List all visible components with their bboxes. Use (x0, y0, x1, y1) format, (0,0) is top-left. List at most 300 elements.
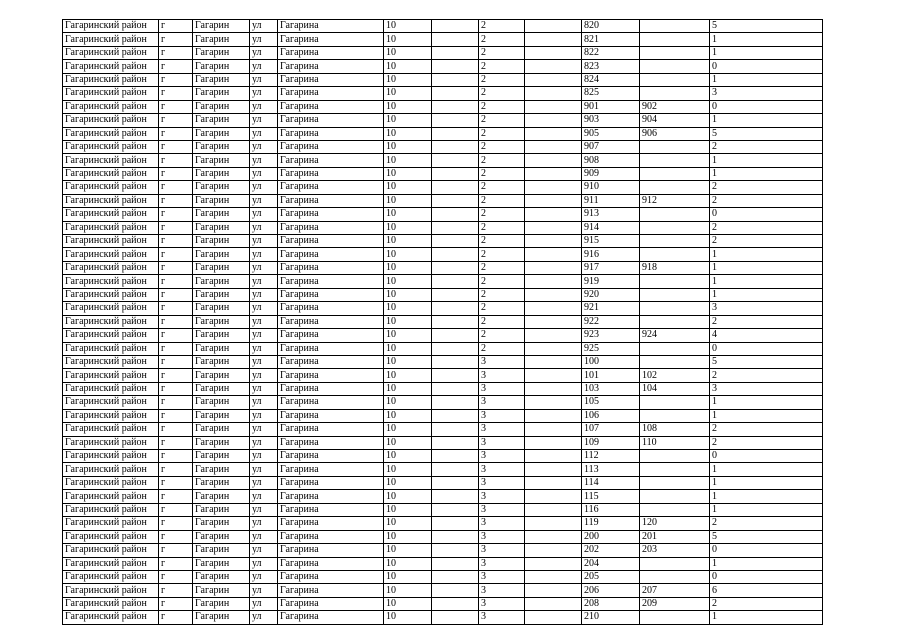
cell-blank (525, 369, 582, 382)
cell-apartment-extra: 120 (640, 517, 710, 530)
cell-building (432, 100, 479, 113)
cell-section: 2 (479, 100, 525, 113)
table-row (63, 463, 823, 476)
cell-street-type: ул (250, 530, 278, 543)
cell-district: Гагаринский район (63, 409, 159, 422)
cell-street: Гагарина (278, 329, 384, 342)
cell-settlement-type: г (159, 154, 193, 167)
cell-blank (525, 396, 582, 409)
cell-district: Гагаринский район (63, 275, 159, 288)
cell-house: 10 (384, 490, 432, 503)
cell-house: 10 (384, 288, 432, 301)
cell-apartment: 115 (582, 490, 640, 503)
cell-blank (525, 100, 582, 113)
cell-blank (525, 544, 582, 557)
cell-building (432, 181, 479, 194)
cell-street: Гагарина (278, 342, 384, 355)
cell-blank (525, 342, 582, 355)
cell-building (432, 517, 479, 530)
cell-apartment-extra: 110 (640, 436, 710, 449)
cell-section: 2 (479, 248, 525, 261)
cell-house: 10 (384, 194, 432, 207)
cell-building (432, 355, 479, 368)
cell-settlement: Гагарин (193, 154, 250, 167)
cell-settlement-type: г (159, 463, 193, 476)
cell-apartment-extra: 209 (640, 597, 710, 610)
cell-blank (525, 450, 582, 463)
cell-apartment-extra (640, 557, 710, 570)
table-row (63, 100, 823, 113)
cell-street-type: ул (250, 396, 278, 409)
cell-settlement: Гагарин (193, 208, 250, 221)
cell-apartment-extra: 102 (640, 369, 710, 382)
table-row (63, 20, 823, 33)
table-row (63, 194, 823, 207)
cell-apartment-extra (640, 476, 710, 489)
cell-district: Гагаринский район (63, 114, 159, 127)
cell-building (432, 20, 479, 33)
cell-section: 3 (479, 423, 525, 436)
cell-apartment: 200 (582, 530, 640, 543)
cell-street: Гагарина (278, 490, 384, 503)
cell-street: Гагарина (278, 46, 384, 59)
table-row (63, 315, 823, 328)
cell-street-type: ул (250, 235, 278, 248)
cell-settlement-type: г (159, 208, 193, 221)
cell-district: Гагаринский район (63, 355, 159, 368)
cell-street: Гагарина (278, 288, 384, 301)
cell-section: 3 (479, 530, 525, 543)
cell-apartment-extra: 912 (640, 194, 710, 207)
cell-blank (525, 275, 582, 288)
cell-section: 3 (479, 476, 525, 489)
cell-blank (525, 33, 582, 46)
cell-settlement-type: г (159, 235, 193, 248)
cell-count: 5 (710, 355, 823, 368)
cell-apartment-extra (640, 396, 710, 409)
cell-blank (525, 584, 582, 597)
cell-house: 10 (384, 369, 432, 382)
table-row (63, 517, 823, 530)
cell-street-type: ул (250, 181, 278, 194)
cell-district: Гагаринский район (63, 329, 159, 342)
cell-street-type: ул (250, 100, 278, 113)
cell-street: Гагарина (278, 315, 384, 328)
cell-district: Гагаринский район (63, 570, 159, 583)
cell-blank (525, 261, 582, 274)
cell-apartment: 901 (582, 100, 640, 113)
cell-count: 2 (710, 315, 823, 328)
cell-house: 10 (384, 154, 432, 167)
cell-settlement: Гагарин (193, 248, 250, 261)
cell-apartment-extra (640, 167, 710, 180)
cell-district: Гагаринский район (63, 302, 159, 315)
table-row (63, 114, 823, 127)
cell-street-type: ул (250, 382, 278, 395)
cell-district: Гагаринский район (63, 221, 159, 234)
cell-settlement-type: г (159, 194, 193, 207)
table-row (63, 127, 823, 140)
cell-apartment-extra: 108 (640, 423, 710, 436)
cell-section: 3 (479, 490, 525, 503)
cell-section: 3 (479, 557, 525, 570)
cell-apartment: 109 (582, 436, 640, 449)
cell-street: Гагарина (278, 154, 384, 167)
cell-house: 10 (384, 127, 432, 140)
cell-settlement-type: г (159, 167, 193, 180)
cell-section: 3 (479, 409, 525, 422)
cell-settlement: Гагарин (193, 369, 250, 382)
cell-district: Гагаринский район (63, 140, 159, 153)
cell-building (432, 503, 479, 516)
cell-building (432, 261, 479, 274)
cell-settlement-type: г (159, 396, 193, 409)
cell-settlement: Гагарин (193, 261, 250, 274)
table-row (63, 355, 823, 368)
cell-street: Гагарина (278, 584, 384, 597)
table-row (63, 382, 823, 395)
cell-house: 10 (384, 140, 432, 153)
cell-count: 1 (710, 73, 823, 86)
cell-building (432, 570, 479, 583)
cell-blank (525, 248, 582, 261)
cell-house: 10 (384, 423, 432, 436)
cell-count: 1 (710, 557, 823, 570)
cell-house: 10 (384, 167, 432, 180)
cell-settlement: Гагарин (193, 517, 250, 530)
cell-district: Гагаринский район (63, 248, 159, 261)
cell-apartment-extra (640, 33, 710, 46)
cell-section: 2 (479, 302, 525, 315)
cell-blank (525, 517, 582, 530)
table-row (63, 584, 823, 597)
cell-blank (525, 114, 582, 127)
cell-settlement: Гагарин (193, 611, 250, 624)
cell-street: Гагарина (278, 476, 384, 489)
cell-district: Гагаринский район (63, 584, 159, 597)
cell-apartment-extra: 104 (640, 382, 710, 395)
cell-settlement-type: г (159, 261, 193, 274)
cell-house: 10 (384, 597, 432, 610)
cell-section: 2 (479, 20, 525, 33)
cell-apartment-extra (640, 463, 710, 476)
cell-street: Гагарина (278, 302, 384, 315)
cell-settlement: Гагарин (193, 46, 250, 59)
cell-blank (525, 530, 582, 543)
cell-settlement: Гагарин (193, 235, 250, 248)
cell-count: 0 (710, 570, 823, 583)
cell-settlement-type: г (159, 436, 193, 449)
cell-settlement-type: г (159, 530, 193, 543)
cell-district: Гагаринский район (63, 20, 159, 33)
cell-section: 2 (479, 73, 525, 86)
cell-apartment-extra (640, 235, 710, 248)
cell-apartment: 113 (582, 463, 640, 476)
cell-apartment: 921 (582, 302, 640, 315)
table-row (63, 46, 823, 59)
cell-street-type: ул (250, 436, 278, 449)
cell-street: Гагарина (278, 235, 384, 248)
cell-house: 10 (384, 181, 432, 194)
cell-apartment-extra (640, 342, 710, 355)
cell-settlement-type: г (159, 221, 193, 234)
cell-house: 10 (384, 73, 432, 86)
cell-apartment: 908 (582, 154, 640, 167)
cell-street-type: ул (250, 544, 278, 557)
cell-street: Гагарина (278, 409, 384, 422)
cell-apartment: 106 (582, 409, 640, 422)
cell-house: 10 (384, 436, 432, 449)
cell-section: 2 (479, 181, 525, 194)
cell-apartment-extra: 904 (640, 114, 710, 127)
table-row (63, 87, 823, 100)
cell-count: 1 (710, 154, 823, 167)
cell-street-type: ул (250, 517, 278, 530)
cell-building (432, 476, 479, 489)
cell-house: 10 (384, 302, 432, 315)
cell-settlement-type: г (159, 248, 193, 261)
table-row (63, 544, 823, 557)
cell-section: 3 (479, 369, 525, 382)
cell-settlement: Гагарин (193, 503, 250, 516)
cell-apartment: 114 (582, 476, 640, 489)
cell-section: 2 (479, 194, 525, 207)
cell-house: 10 (384, 315, 432, 328)
cell-street: Гагарина (278, 140, 384, 153)
cell-building (432, 208, 479, 221)
cell-house: 10 (384, 584, 432, 597)
cell-settlement: Гагарин (193, 597, 250, 610)
cell-building (432, 315, 479, 328)
cell-blank (525, 181, 582, 194)
cell-house: 10 (384, 329, 432, 342)
cell-apartment-extra: 906 (640, 127, 710, 140)
cell-district: Гагаринский район (63, 154, 159, 167)
cell-street: Гагарина (278, 396, 384, 409)
cell-settlement: Гагарин (193, 60, 250, 73)
cell-apartment-extra (640, 248, 710, 261)
cell-apartment: 202 (582, 544, 640, 557)
cell-street-type: ул (250, 248, 278, 261)
table-row (63, 329, 823, 342)
cell-building (432, 450, 479, 463)
cell-building (432, 544, 479, 557)
cell-apartment-extra (640, 611, 710, 624)
cell-street: Гагарина (278, 261, 384, 274)
cell-section: 3 (479, 450, 525, 463)
cell-street: Гагарина (278, 570, 384, 583)
cell-street-type: ул (250, 194, 278, 207)
table-row (63, 611, 823, 624)
cell-settlement-type: г (159, 46, 193, 59)
cell-apartment: 916 (582, 248, 640, 261)
cell-building (432, 409, 479, 422)
cell-count: 5 (710, 127, 823, 140)
cell-apartment: 112 (582, 450, 640, 463)
cell-building (432, 611, 479, 624)
cell-apartment-extra: 918 (640, 261, 710, 274)
cell-district: Гагаринский район (63, 127, 159, 140)
cell-house: 10 (384, 530, 432, 543)
cell-building (432, 154, 479, 167)
cell-section: 3 (479, 382, 525, 395)
cell-building (432, 73, 479, 86)
cell-apartment-extra (640, 73, 710, 86)
cell-count: 4 (710, 329, 823, 342)
cell-street-type: ул (250, 302, 278, 315)
cell-apartment: 107 (582, 423, 640, 436)
cell-settlement: Гагарин (193, 396, 250, 409)
cell-district: Гагаринский район (63, 73, 159, 86)
cell-apartment-extra (640, 60, 710, 73)
cell-settlement-type: г (159, 450, 193, 463)
cell-street-type: ул (250, 114, 278, 127)
cell-street: Гагарина (278, 167, 384, 180)
cell-street-type: ул (250, 87, 278, 100)
cell-settlement: Гагарин (193, 557, 250, 570)
cell-house: 10 (384, 261, 432, 274)
cell-section: 2 (479, 87, 525, 100)
cell-settlement-type: г (159, 517, 193, 530)
cell-street: Гагарина (278, 208, 384, 221)
table-row (63, 261, 823, 274)
cell-house: 10 (384, 476, 432, 489)
cell-apartment-extra: 902 (640, 100, 710, 113)
cell-street: Гагарина (278, 597, 384, 610)
cell-settlement-type: г (159, 570, 193, 583)
cell-district: Гагаринский район (63, 100, 159, 113)
cell-settlement: Гагарин (193, 20, 250, 33)
cell-count: 0 (710, 342, 823, 355)
cell-count: 2 (710, 597, 823, 610)
cell-street-type: ул (250, 450, 278, 463)
cell-settlement-type: г (159, 490, 193, 503)
cell-street-type: ул (250, 33, 278, 46)
cell-count: 0 (710, 60, 823, 73)
cell-settlement: Гагарин (193, 409, 250, 422)
cell-street: Гагарина (278, 60, 384, 73)
cell-street-type: ул (250, 261, 278, 274)
cell-section: 2 (479, 288, 525, 301)
table-row (63, 369, 823, 382)
cell-section: 3 (479, 436, 525, 449)
cell-apartment: 820 (582, 20, 640, 33)
table-body (63, 20, 823, 625)
cell-building (432, 194, 479, 207)
cell-count: 1 (710, 167, 823, 180)
cell-settlement: Гагарин (193, 342, 250, 355)
cell-apartment: 821 (582, 33, 640, 46)
cell-settlement-type: г (159, 315, 193, 328)
cell-house: 10 (384, 248, 432, 261)
cell-street: Гагарина (278, 369, 384, 382)
cell-apartment: 909 (582, 167, 640, 180)
cell-section: 3 (479, 544, 525, 557)
cell-house: 10 (384, 544, 432, 557)
cell-street-type: ул (250, 275, 278, 288)
table-row (63, 33, 823, 46)
cell-street-type: ул (250, 611, 278, 624)
cell-district: Гагаринский район (63, 490, 159, 503)
cell-apartment: 822 (582, 46, 640, 59)
cell-building (432, 248, 479, 261)
cell-blank (525, 490, 582, 503)
cell-section: 3 (479, 584, 525, 597)
cell-building (432, 127, 479, 140)
cell-blank (525, 87, 582, 100)
cell-district: Гагаринский район (63, 557, 159, 570)
cell-street-type: ул (250, 46, 278, 59)
cell-district: Гагаринский район (63, 517, 159, 530)
cell-house: 10 (384, 60, 432, 73)
cell-house: 10 (384, 20, 432, 33)
cell-building (432, 396, 479, 409)
cell-settlement-type: г (159, 611, 193, 624)
cell-blank (525, 476, 582, 489)
cell-street: Гагарина (278, 530, 384, 543)
cell-apartment-extra (640, 288, 710, 301)
cell-settlement-type: г (159, 20, 193, 33)
cell-street: Гагарина (278, 127, 384, 140)
cell-district: Гагаринский район (63, 544, 159, 557)
cell-settlement: Гагарин (193, 140, 250, 153)
cell-street: Гагарина (278, 20, 384, 33)
cell-count: 1 (710, 261, 823, 274)
cell-district: Гагаринский район (63, 60, 159, 73)
table-row (63, 450, 823, 463)
cell-district: Гагаринский район (63, 382, 159, 395)
cell-blank (525, 221, 582, 234)
cell-house: 10 (384, 275, 432, 288)
cell-street: Гагарина (278, 463, 384, 476)
cell-count: 1 (710, 288, 823, 301)
cell-street-type: ул (250, 355, 278, 368)
table-row (63, 490, 823, 503)
cell-section: 2 (479, 261, 525, 274)
cell-apartment: 823 (582, 60, 640, 73)
cell-settlement: Гагарин (193, 275, 250, 288)
cell-settlement-type: г (159, 181, 193, 194)
cell-district: Гагаринский район (63, 476, 159, 489)
cell-building (432, 46, 479, 59)
cell-count: 2 (710, 517, 823, 530)
cell-street: Гагарина (278, 355, 384, 368)
cell-settlement-type: г (159, 342, 193, 355)
cell-count: 1 (710, 463, 823, 476)
cell-building (432, 114, 479, 127)
cell-street: Гагарина (278, 33, 384, 46)
cell-building (432, 342, 479, 355)
cell-section: 3 (479, 355, 525, 368)
cell-blank (525, 315, 582, 328)
cell-settlement-type: г (159, 33, 193, 46)
data-table (62, 19, 823, 625)
cell-house: 10 (384, 570, 432, 583)
cell-settlement-type: г (159, 60, 193, 73)
cell-settlement: Гагарин (193, 436, 250, 449)
cell-apartment: 825 (582, 87, 640, 100)
cell-apartment: 907 (582, 140, 640, 153)
cell-apartment: 105 (582, 396, 640, 409)
cell-building (432, 490, 479, 503)
cell-section: 3 (479, 463, 525, 476)
cell-building (432, 584, 479, 597)
cell-settlement: Гагарин (193, 315, 250, 328)
cell-settlement: Гагарин (193, 490, 250, 503)
cell-blank (525, 302, 582, 315)
cell-street: Гагарина (278, 194, 384, 207)
cell-street-type: ул (250, 342, 278, 355)
